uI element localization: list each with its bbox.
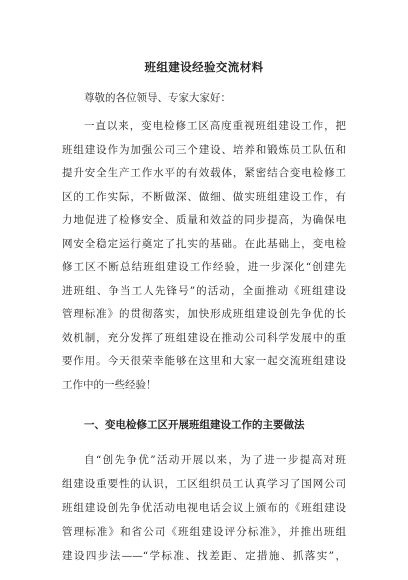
paragraph-line: 修工区不断总结班组建设工作经验，进一步深化“创建先 xyxy=(62,261,346,274)
paragraph-line: 班组建设创先争优活动电视电话会议上颁布的《班组建设 xyxy=(62,501,346,514)
paragraph-line: 班组建设作为加强公司三个建设、培养和锻炼员工队伍和 xyxy=(62,143,346,156)
paragraph-line: 效机制，充分发挥了班组建设在推动公司科学发展中的重 xyxy=(62,331,346,344)
intro-paragraph xyxy=(62,115,346,398)
paragraph-line: 管理标准》的贯彻落实，加快形成班组建设创先争优的长 xyxy=(62,308,346,321)
section-paragraph xyxy=(62,449,346,568)
paragraph-line: 网安全稳定运行奠定了扎实的基础。在此基础上，变电检 xyxy=(62,237,346,250)
section-heading: 一、变电检修工区开展班组建设工作的主要做法 xyxy=(84,419,305,431)
paragraph-line: 进班组、争当工人先锋号”的活动，全面推动《班组建设 xyxy=(62,284,346,297)
paragraph-line: 管理标准》和省公司《班组建设评分标准》，并推出班组 xyxy=(62,525,346,538)
paragraph-line: 力地促进了检修安全、质量和效益的同步提高，为确保电 xyxy=(62,214,346,227)
paragraph-line: 建设四步法——“学标准、找差距、定措施、抓落实”， xyxy=(62,549,346,562)
paragraph-line: 组建设重要性的认识，工区组织员工认真学习了国网公司 xyxy=(62,477,346,490)
paragraph-line: 区的工作实际，不断做深、做细、做实班组建设工作，有 xyxy=(62,190,346,203)
document-title: 班组建设经验交流材料 xyxy=(144,60,264,74)
paragraph-line: 要作用。今天很荣幸能够在这里和大家一起交流班组建设 xyxy=(62,355,346,368)
paragraph-line: 一直以来，变电检修工区高度重视班组建设工作，把 xyxy=(84,120,346,132)
paragraph-line: 工作中的一些经验！ xyxy=(62,379,157,392)
greeting-line: 尊敬的各位领导、专家大家好： xyxy=(84,92,231,104)
paragraph-line: 提升安全生产工作水平的有效载体，紧密结合变电检修工 xyxy=(62,167,346,180)
paragraph-line: 自“创先争优”活动开展以来，为了进一步提高对班 xyxy=(84,454,346,466)
